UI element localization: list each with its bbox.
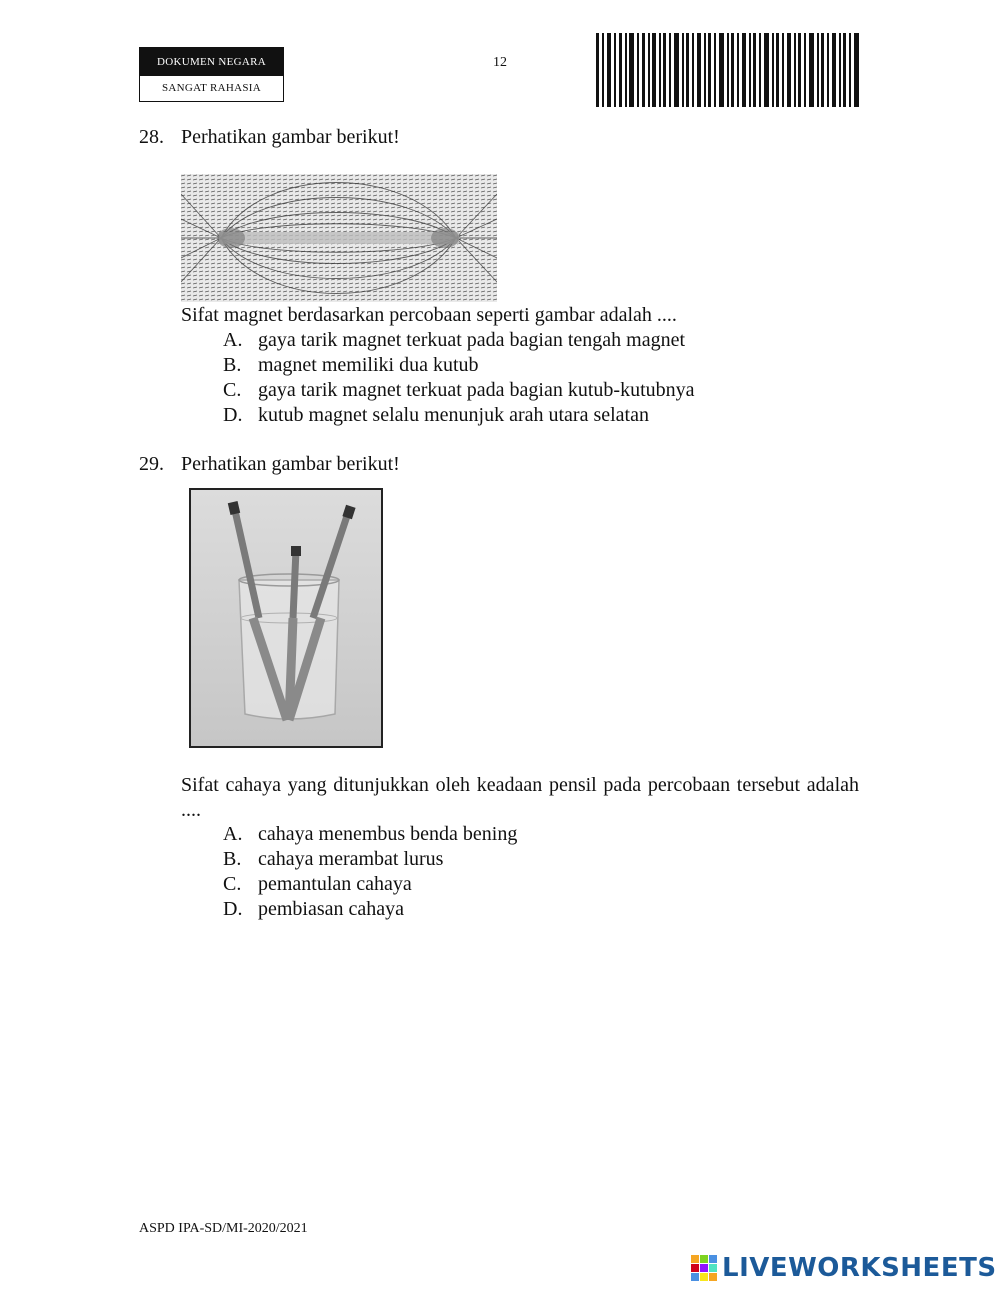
option-letter: B. [223,848,242,870]
label-top: DOKUMEN NEGARA [140,48,283,76]
option-text: cahaya merambat lurus [258,848,444,870]
brand-name: LIVEWORKSHEETS [722,1253,997,1283]
question-29-option-d[interactable] [223,898,404,921]
question-28-stem: Sifat magnet berdasarkan percobaan seperti gambar adalah .... [181,304,677,326]
option-letter: C. [223,379,242,401]
question-28-option-a[interactable] [223,329,685,352]
liveworksheets-logo[interactable] [690,1253,997,1283]
question-29-option-a[interactable] [223,823,517,846]
document-classification-label [139,47,284,102]
label-bottom: SANGAT RAHASIA [161,82,262,94]
option-text: kutub magnet selalu menunjuk arah utara selatan [258,404,649,426]
option-text: magnet memiliki dua kutub [258,354,479,376]
option-letter: A. [223,329,243,351]
question-28-option-d[interactable] [223,404,649,427]
option-letter: A. [223,823,243,845]
question-28-number: 28. [139,126,164,148]
option-text: gaya tarik magnet terkuat pada bagian kutub-kutubnya [258,379,695,401]
question-29-prompt: Perhatikan gambar berikut! [181,453,400,475]
question-29-option-b[interactable] [223,848,443,871]
question-28-prompt: Perhatikan gambar berikut! [181,126,400,148]
option-text: pembiasan cahaya [258,898,405,920]
barcode-image [596,33,859,107]
liveworksheets-icon [690,1254,718,1282]
option-letter: B. [223,354,242,376]
option-text: cahaya menembus benda bening [258,823,518,845]
magnet-field-image [181,174,497,302]
option-text: pemantulan cahaya [258,873,412,895]
option-letter: D. [223,404,243,426]
question-29-option-c[interactable] [223,873,412,896]
question-28-option-c[interactable] [223,379,695,402]
option-text: gaya tarik magnet terkuat pada bagian tengah magnet [258,329,686,351]
pencils-in-water-image [189,488,383,748]
question-29-stem: Sifat cahaya yang ditunjukkan oleh keadaan pensil pada percobaan tersebut adalah .... [181,774,859,821]
question-29-number: 29. [139,453,164,475]
option-letter: D. [223,898,243,920]
option-letter: C. [223,873,242,895]
question-28-option-b[interactable] [223,354,479,377]
footer-code: ASPD IPA-SD/MI-2020/2021 [139,1221,308,1236]
page-number: 12 [493,55,507,70]
